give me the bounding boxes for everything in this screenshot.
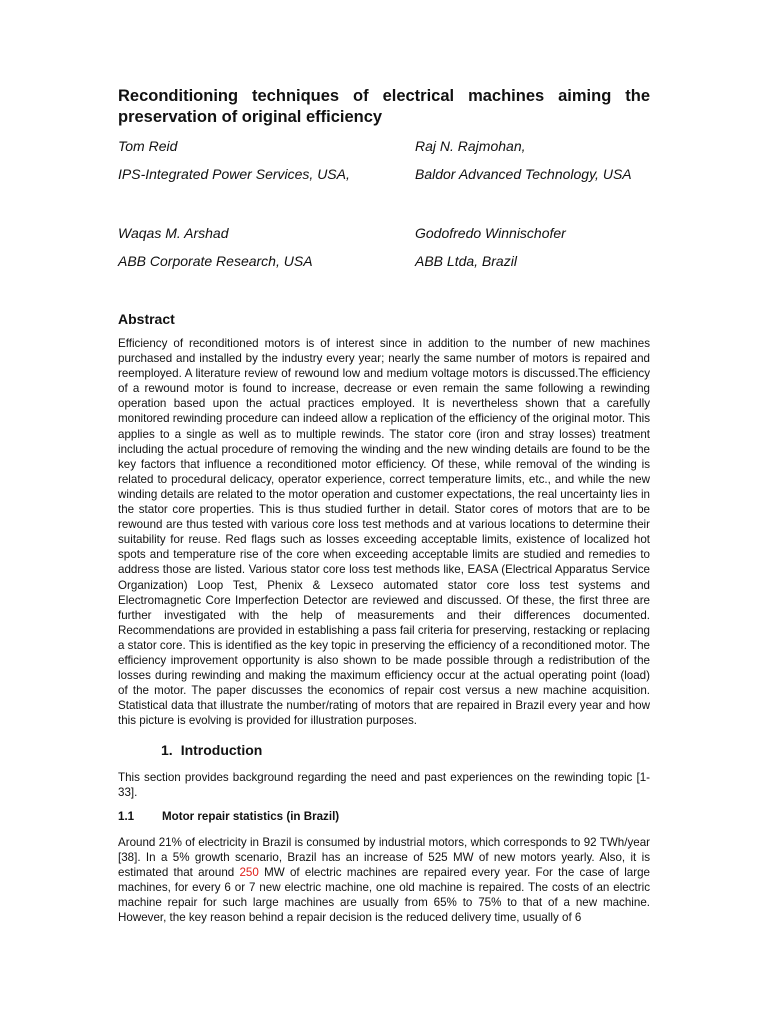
subsection-number: 1.1 (118, 810, 135, 823)
subsection-heading-motor-repair (118, 810, 339, 823)
author-affiliation: ABB Ltda, Brazil (415, 253, 517, 269)
paper-title: Reconditioning techniques of electrical machines aiming the preservation of original efficiency (118, 87, 650, 126)
paragraph-text: Around 21% of electricity in Brazil is consumed by industrial motors, which corresponds to 92 TWh/year [38]. In a 5% growth scenario, Brazil has an increase of 525 MW of new motors yearly. Also, it is estimated that around (118, 836, 650, 880)
abstract-heading: Abstract (118, 311, 175, 327)
subsection-title: Motor repair statistics (in Brazil) (162, 810, 340, 823)
introduction-paragraph: This section provides background regarding the need and past experiences on the rewinding topic [1-33]. (118, 771, 650, 800)
abstract-text: Efficiency of reconditioned motors is of interest since in addition to the number of new machines purchased and installed by the industry every year; nearly the same number of motors is repaired and reemployed. A literature review of rewound low and medium voltage motors is discussed.The efficiency of a rewound motor is found to increase, decrease or even remain the same following a rewinding operation based upon the actual practices employed. It is nevertheless shown that a carefully monitored rewinding procedure can indeed allow a replication of the efficiency of the original motor. This applies to a single as well as to multiple rewinds. The stator core (iron and stray losses) treatment including the actual procedure of removing the winding and the new winding details are found to be the key factors that influence a reconditioned motor efficiency. Of these, while removal of the winding is related to procedural delicacy, operator experience, correct temperature limits, etc., and while the new winding details are related to the motor operation and customer expectations, the real uncertainty lies in the stator core properties. This is thus studied further in detail. Stator cores of motors that are to be rewound are thus tested with various core loss test methods and at various locations to determine their suitability for reuse. Red flags such as losses exceeding acceptable limits, existence of localized hot spots and temperature rise of the core when exceeding acceptable limits are studied and remedies to address those are listed. Various stator core loss test methods like, EASA (Electrical Apparatus Service Organization) Loop Test, Phenix & Lexseco automated stator core loss test systems and Electromagnetic Core Imperfection Detector are reviewed and discussed. Of these, the first three are further investigated with the help of measurements and their differences documented. Recommendations are provided in establishing a pass fail criteria for preserving, restacking or replacing a stator core. This is identified as the key topic in preserving the efficiency of a reconditioned motor. The efficiency improvement opportunity is also shown to be made possible through a redistribution of the losses during rewinding and making the maximum efficiency occur at the actual operating point (load) of the motor. The paper discusses the economics of repair cost versus a new machine acquisition. Statistical data that illustrate the number/rating of motors that are repaired in Brazil every year and how this picture is evolving is provided for illustration purposes. (118, 337, 650, 728)
author-name: Godofredo Winnischofer (415, 225, 566, 241)
paragraph-text: MW of electric machines are repaired every year. For the case of large machines, for every 6 or 7 new electric machine, one old machine is repaired. The costs of an electric machine repair for such large machines are usually from 65% to 75% to that of a new machine. However, the key reason behind a repair decision is the reduced delivery time, usually of 6 (118, 866, 650, 925)
section-number: 1. (161, 742, 173, 758)
author-names-row-1 (118, 138, 650, 158)
author-affiliation: Baldor Advanced Technology, USA (415, 166, 632, 182)
motor-repair-paragraph (118, 835, 650, 926)
highlighted-value: 250 (239, 866, 259, 880)
author-affiliation: ABB Corporate Research, USA (118, 253, 313, 269)
section-heading-introduction (161, 742, 262, 758)
author-name: Waqas M. Arshad (118, 225, 229, 241)
author-name: Tom Reid (118, 138, 178, 154)
author-name: Raj N. Rajmohan, (415, 138, 526, 154)
author-names-row-2 (118, 225, 650, 245)
author-affiliations-row-2 (118, 253, 650, 273)
section-title: Introduction (180, 742, 263, 758)
author-affiliations-row-1 (118, 166, 650, 186)
author-affiliation: IPS-Integrated Power Services, USA, (118, 166, 350, 182)
